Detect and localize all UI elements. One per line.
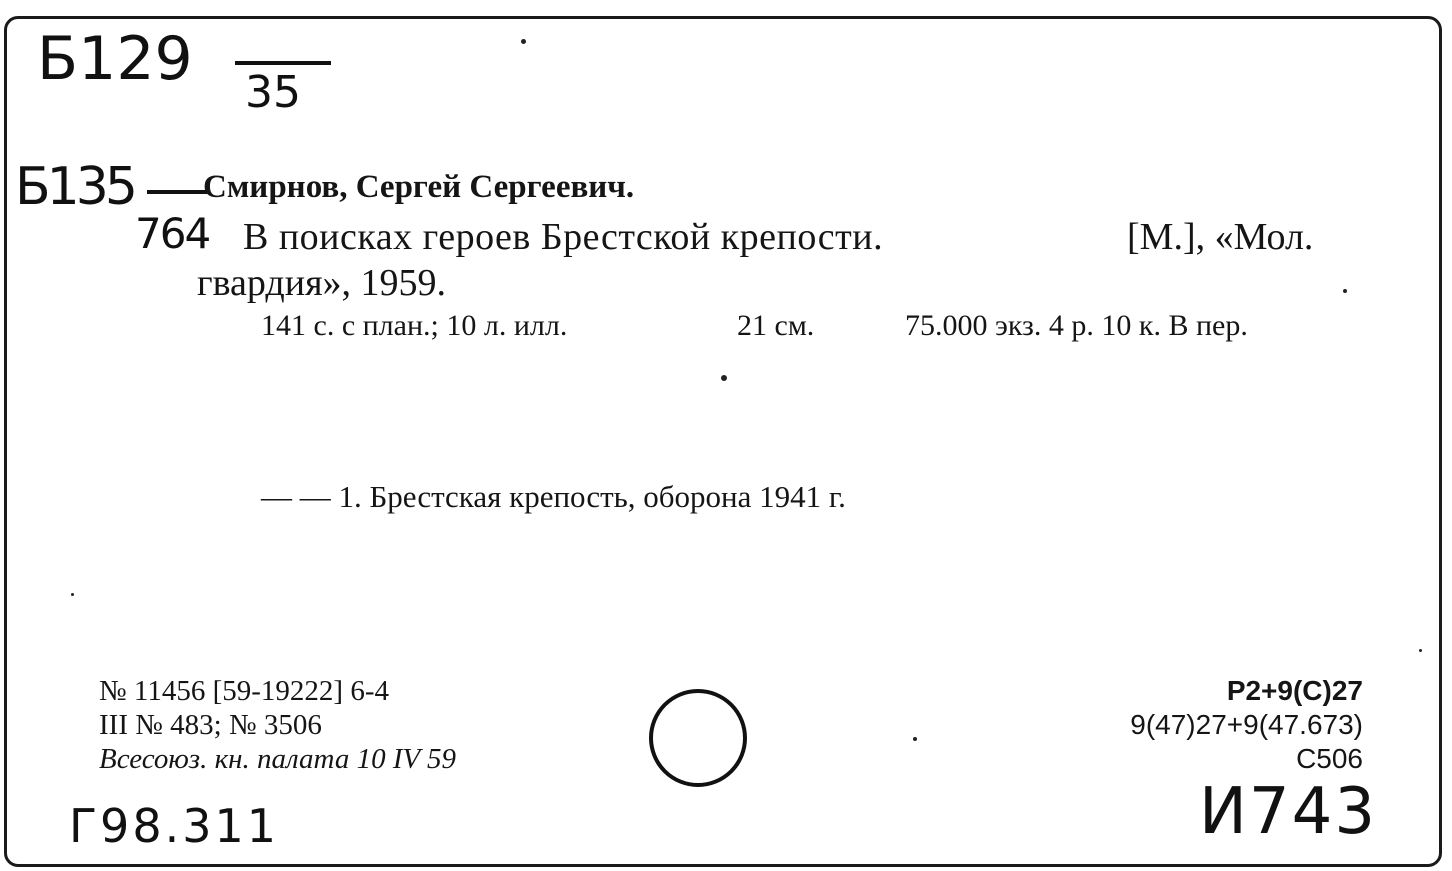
footer-left-line-2: III № 483; № 3506 [99, 709, 322, 741]
collation-pages: 141 с. с план.; 10 л. илл. [261, 309, 568, 342]
punch-hole-circle [649, 689, 747, 787]
bottom-right-handwritten-code: И743 [1199, 775, 1378, 849]
scan-speck [1343, 289, 1347, 293]
footer-right-line-2: 9(47)27+9(47.673) [1130, 709, 1363, 740]
title-line-1: В поисках героев Брестской крепости. [243, 216, 884, 258]
scan-speck [1419, 649, 1422, 652]
subject-heading: — — 1. Брестская крепость, оборона 1941 г. [261, 479, 846, 514]
scan-speck [71, 593, 74, 596]
title-line-2: гвардия», 1959. [197, 262, 447, 304]
footer-right-line-1: Р2+9(С)27 [1226, 675, 1363, 706]
author-heading: Смирнов, Сергей Сергеевич. [203, 169, 635, 205]
scan-speck [721, 375, 727, 381]
footer-left-line-3: Всесоюз. кн. палата 10 IV 59 [99, 743, 456, 775]
scan-speck [521, 39, 526, 44]
call-number-side: Б135 [15, 157, 134, 217]
call-number-top [37, 24, 193, 94]
collation-print: 75.000 экз. 4 р. 10 к. В пер. [905, 309, 1248, 342]
call-number-top-text: Б129 [37, 24, 193, 94]
footer-right-line-3: С506 [1296, 743, 1363, 774]
scan-speck [913, 737, 917, 741]
footer-left-line-1: № 11456 [59-19222] 6-4 [99, 675, 389, 707]
collation-size: 21 см. [737, 309, 815, 342]
catalog-card [4, 16, 1442, 867]
call-number-side-dash [147, 190, 207, 194]
publisher-line-1: [М.], «Мол. [1127, 216, 1314, 258]
call-number-side-sub: 764 [135, 209, 210, 258]
call-number-top-sub: 35 [245, 67, 301, 118]
call-number-top-fraction-bar [235, 61, 331, 65]
bottom-left-handwritten-code: Г98.311 [69, 799, 280, 853]
